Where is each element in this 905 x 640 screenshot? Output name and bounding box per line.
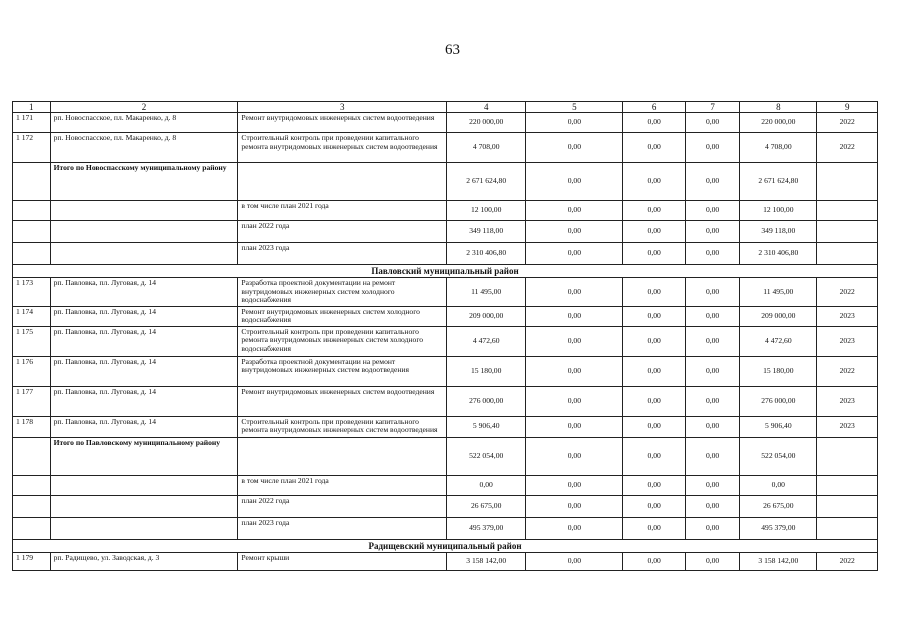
cost-col-5: 0,00 <box>526 278 623 307</box>
table-row <box>13 326 878 356</box>
cost-col-5: 0,00 <box>526 243 623 265</box>
column-number-row <box>13 102 878 113</box>
cost-col-6: 0,00 <box>623 243 686 265</box>
table-row <box>13 113 878 133</box>
cost-col-8: 0,00 <box>740 475 817 495</box>
address: рп. Павловка, пл. Луговая, д. 14 <box>50 326 238 356</box>
plan-label: в том числе план 2021 года <box>238 475 447 495</box>
table-row <box>13 356 878 386</box>
cost-col-6: 0,00 <box>623 517 686 539</box>
cost-col-6: 0,00 <box>623 386 686 416</box>
empty-cell <box>13 163 51 201</box>
cost-col-8: 15 180,00 <box>740 356 817 386</box>
work-type: Строительный контроль при проведении капитального ремонта внутридомовых инженерных систем водоотведения <box>238 133 447 163</box>
cost-col-6: 0,00 <box>623 437 686 475</box>
total-cost: 209 000,00 <box>447 306 526 326</box>
year: 2022 <box>817 356 878 386</box>
cost-col-6: 0,00 <box>623 475 686 495</box>
address: рп. Павловка, пл. Луговая, д. 14 <box>50 306 238 326</box>
row-number: 1 179 <box>13 552 51 570</box>
plan-row <box>13 475 878 495</box>
table-row <box>13 133 878 163</box>
row-number: 1 171 <box>13 113 51 133</box>
cost-col-6: 0,00 <box>623 495 686 517</box>
empty-cell <box>817 221 878 243</box>
total-cost: 15 180,00 <box>447 356 526 386</box>
cost-col-5: 0,00 <box>526 437 623 475</box>
cost-col-5: 0,00 <box>526 113 623 133</box>
total-cost: 2 671 624,80 <box>447 163 526 201</box>
year: 2023 <box>817 306 878 326</box>
total-label <box>50 201 238 221</box>
row-number: 1 177 <box>13 386 51 416</box>
address: рп. Павловка, пл. Луговая, д. 14 <box>50 416 238 437</box>
cost-col-7: 0,00 <box>685 517 739 539</box>
cost-col-7: 0,00 <box>685 113 739 133</box>
total-cost: 5 906,40 <box>447 416 526 437</box>
empty-cell <box>817 475 878 495</box>
total-cost: 495 379,00 <box>447 517 526 539</box>
cost-col-6: 0,00 <box>623 278 686 307</box>
cost-col-7: 0,00 <box>685 552 739 570</box>
cost-col-6: 0,00 <box>623 356 686 386</box>
work-type: Строительный контроль при проведении капитального ремонта внутридомовых инженерных систем холодного водоснабжения <box>238 326 447 356</box>
column-header: 9 <box>817 102 878 113</box>
year: 2022 <box>817 278 878 307</box>
plan-label: план 2022 года <box>238 221 447 243</box>
cost-col-8: 26 675,00 <box>740 495 817 517</box>
cost-col-6: 0,00 <box>623 416 686 437</box>
total-label <box>50 243 238 265</box>
empty-cell <box>13 221 51 243</box>
empty-cell <box>13 201 51 221</box>
total-cost: 4 708,00 <box>447 133 526 163</box>
plan-label: план 2023 года <box>238 517 447 539</box>
plan-label <box>238 437 447 475</box>
section-title: Радищевский муниципальный район <box>13 539 878 552</box>
column-header: 8 <box>740 102 817 113</box>
table-row <box>13 386 878 416</box>
table-row <box>13 306 878 326</box>
plan-row <box>13 221 878 243</box>
plan-label <box>238 163 447 201</box>
cost-col-6: 0,00 <box>623 113 686 133</box>
year: 2022 <box>817 113 878 133</box>
empty-cell <box>13 517 51 539</box>
total-label <box>50 517 238 539</box>
plan-label: план 2022 года <box>238 495 447 517</box>
total-cost: 3 158 142,00 <box>447 552 526 570</box>
cost-col-5: 0,00 <box>526 552 623 570</box>
cost-col-7: 0,00 <box>685 416 739 437</box>
work-type: Ремонт крыши <box>238 552 447 570</box>
total-label <box>50 221 238 243</box>
cost-col-7: 0,00 <box>685 243 739 265</box>
row-number: 1 173 <box>13 278 51 307</box>
plan-row <box>13 495 878 517</box>
section-title: Павловский муниципальный район <box>13 265 878 278</box>
cost-col-7: 0,00 <box>685 133 739 163</box>
table-row <box>13 416 878 437</box>
address: рп. Павловка, пл. Луговая, д. 14 <box>50 356 238 386</box>
cost-col-8: 4 708,00 <box>740 133 817 163</box>
column-header: 5 <box>526 102 623 113</box>
work-type: Строительный контроль при проведении капитального ремонта внутридомовых инженерных систем водоотведения <box>238 416 447 437</box>
cost-col-7: 0,00 <box>685 475 739 495</box>
plan-label: в том числе план 2021 года <box>238 201 447 221</box>
address: рп. Павловка, пл. Луговая, д. 14 <box>50 278 238 307</box>
cost-col-5: 0,00 <box>526 517 623 539</box>
cost-col-7: 0,00 <box>685 278 739 307</box>
cost-col-6: 0,00 <box>623 221 686 243</box>
cost-col-6: 0,00 <box>623 163 686 201</box>
empty-cell <box>817 495 878 517</box>
cost-col-7: 0,00 <box>685 163 739 201</box>
year: 2022 <box>817 552 878 570</box>
cost-col-7: 0,00 <box>685 495 739 517</box>
total-label <box>50 475 238 495</box>
table-row <box>13 278 878 307</box>
cost-col-7: 0,00 <box>685 326 739 356</box>
plan-row <box>13 201 878 221</box>
empty-cell <box>817 517 878 539</box>
cost-col-5: 0,00 <box>526 221 623 243</box>
total-cost: 4 472,60 <box>447 326 526 356</box>
column-header: 1 <box>13 102 51 113</box>
cost-col-8: 5 906,40 <box>740 416 817 437</box>
column-header: 7 <box>685 102 739 113</box>
year: 2023 <box>817 386 878 416</box>
cost-col-8: 3 158 142,00 <box>740 552 817 570</box>
row-number: 1 175 <box>13 326 51 356</box>
work-type: Ремонт внутридомовых инженерных систем водоотведения <box>238 113 447 133</box>
address: рп. Павловка, пл. Луговая, д. 14 <box>50 386 238 416</box>
total-label: Итого по Новоспасскому муниципальному району <box>50 163 238 201</box>
total-row <box>13 437 878 475</box>
total-cost: 276 000,00 <box>447 386 526 416</box>
cost-col-5: 0,00 <box>526 163 623 201</box>
empty-cell <box>817 243 878 265</box>
column-header: 3 <box>238 102 447 113</box>
cost-col-8: 220 000,00 <box>740 113 817 133</box>
cost-col-5: 0,00 <box>526 133 623 163</box>
row-number: 1 172 <box>13 133 51 163</box>
work-type: Разработка проектной документации на ремонт внутридомовых инженерных систем водоотведения <box>238 356 447 386</box>
cost-col-5: 0,00 <box>526 356 623 386</box>
empty-cell <box>817 437 878 475</box>
cost-col-5: 0,00 <box>526 495 623 517</box>
total-cost: 11 495,00 <box>447 278 526 307</box>
cost-col-6: 0,00 <box>623 326 686 356</box>
plan-row <box>13 517 878 539</box>
cost-col-8: 2 310 406,80 <box>740 243 817 265</box>
cost-col-5: 0,00 <box>526 306 623 326</box>
empty-cell <box>817 201 878 221</box>
address: рп. Новоспасское, пл. Макаренко, д. 8 <box>50 133 238 163</box>
cost-col-7: 0,00 <box>685 221 739 243</box>
page-number: 63 <box>445 42 460 58</box>
cost-col-5: 0,00 <box>526 475 623 495</box>
empty-cell <box>13 437 51 475</box>
column-header: 6 <box>623 102 686 113</box>
cost-col-8: 276 000,00 <box>740 386 817 416</box>
row-number: 1 178 <box>13 416 51 437</box>
cost-col-5: 0,00 <box>526 326 623 356</box>
cost-col-7: 0,00 <box>685 356 739 386</box>
address: рп. Новоспасское, пл. Макаренко, д. 8 <box>50 113 238 133</box>
plan-row <box>13 243 878 265</box>
section-title-row <box>13 539 878 552</box>
row-number: 1 176 <box>13 356 51 386</box>
total-cost: 12 100,00 <box>447 201 526 221</box>
plan-label: план 2023 года <box>238 243 447 265</box>
cost-col-8: 209 000,00 <box>740 306 817 326</box>
total-cost: 522 054,00 <box>447 437 526 475</box>
cost-col-8: 495 379,00 <box>740 517 817 539</box>
cost-col-6: 0,00 <box>623 306 686 326</box>
cost-col-8: 11 495,00 <box>740 278 817 307</box>
empty-cell <box>13 243 51 265</box>
row-number: 1 174 <box>13 306 51 326</box>
total-cost: 26 675,00 <box>447 495 526 517</box>
cost-col-7: 0,00 <box>685 437 739 475</box>
year: 2023 <box>817 416 878 437</box>
total-cost: 2 310 406,80 <box>447 243 526 265</box>
cost-col-6: 0,00 <box>623 201 686 221</box>
cost-col-7: 0,00 <box>685 306 739 326</box>
repair-plan-table <box>12 101 878 571</box>
work-type: Ремонт внутридомовых инженерных систем водоотведения <box>238 386 447 416</box>
total-row <box>13 163 878 201</box>
work-type: Ремонт внутридомовых инженерных систем холодного водоснабжения <box>238 306 447 326</box>
section-title-row <box>13 265 878 278</box>
cost-col-6: 0,00 <box>623 133 686 163</box>
cost-col-8: 2 671 624,80 <box>740 163 817 201</box>
cost-col-8: 522 054,00 <box>740 437 817 475</box>
empty-cell <box>13 495 51 517</box>
cost-col-5: 0,00 <box>526 416 623 437</box>
work-type: Разработка проектной документации на ремонт внутридомовых инженерных систем холодного водоснабжения <box>238 278 447 307</box>
cost-col-5: 0,00 <box>526 201 623 221</box>
total-label <box>50 495 238 517</box>
column-header: 2 <box>50 102 238 113</box>
cost-col-5: 0,00 <box>526 386 623 416</box>
empty-cell <box>817 163 878 201</box>
column-header: 4 <box>447 102 526 113</box>
address: рп. Радищево, ул. Заводская, д. 3 <box>50 552 238 570</box>
empty-cell <box>13 475 51 495</box>
total-cost: 349 118,00 <box>447 221 526 243</box>
cost-col-8: 349 118,00 <box>740 221 817 243</box>
total-cost: 220 000,00 <box>447 113 526 133</box>
total-cost: 0,00 <box>447 475 526 495</box>
cost-col-8: 12 100,00 <box>740 201 817 221</box>
year: 2022 <box>817 133 878 163</box>
cost-col-8: 4 472,60 <box>740 326 817 356</box>
total-label: Итого по Павловскому муниципальному району <box>50 437 238 475</box>
table-body <box>13 102 878 571</box>
table-row <box>13 552 878 570</box>
year: 2023 <box>817 326 878 356</box>
cost-col-7: 0,00 <box>685 201 739 221</box>
cost-col-7: 0,00 <box>685 386 739 416</box>
cost-col-6: 0,00 <box>623 552 686 570</box>
